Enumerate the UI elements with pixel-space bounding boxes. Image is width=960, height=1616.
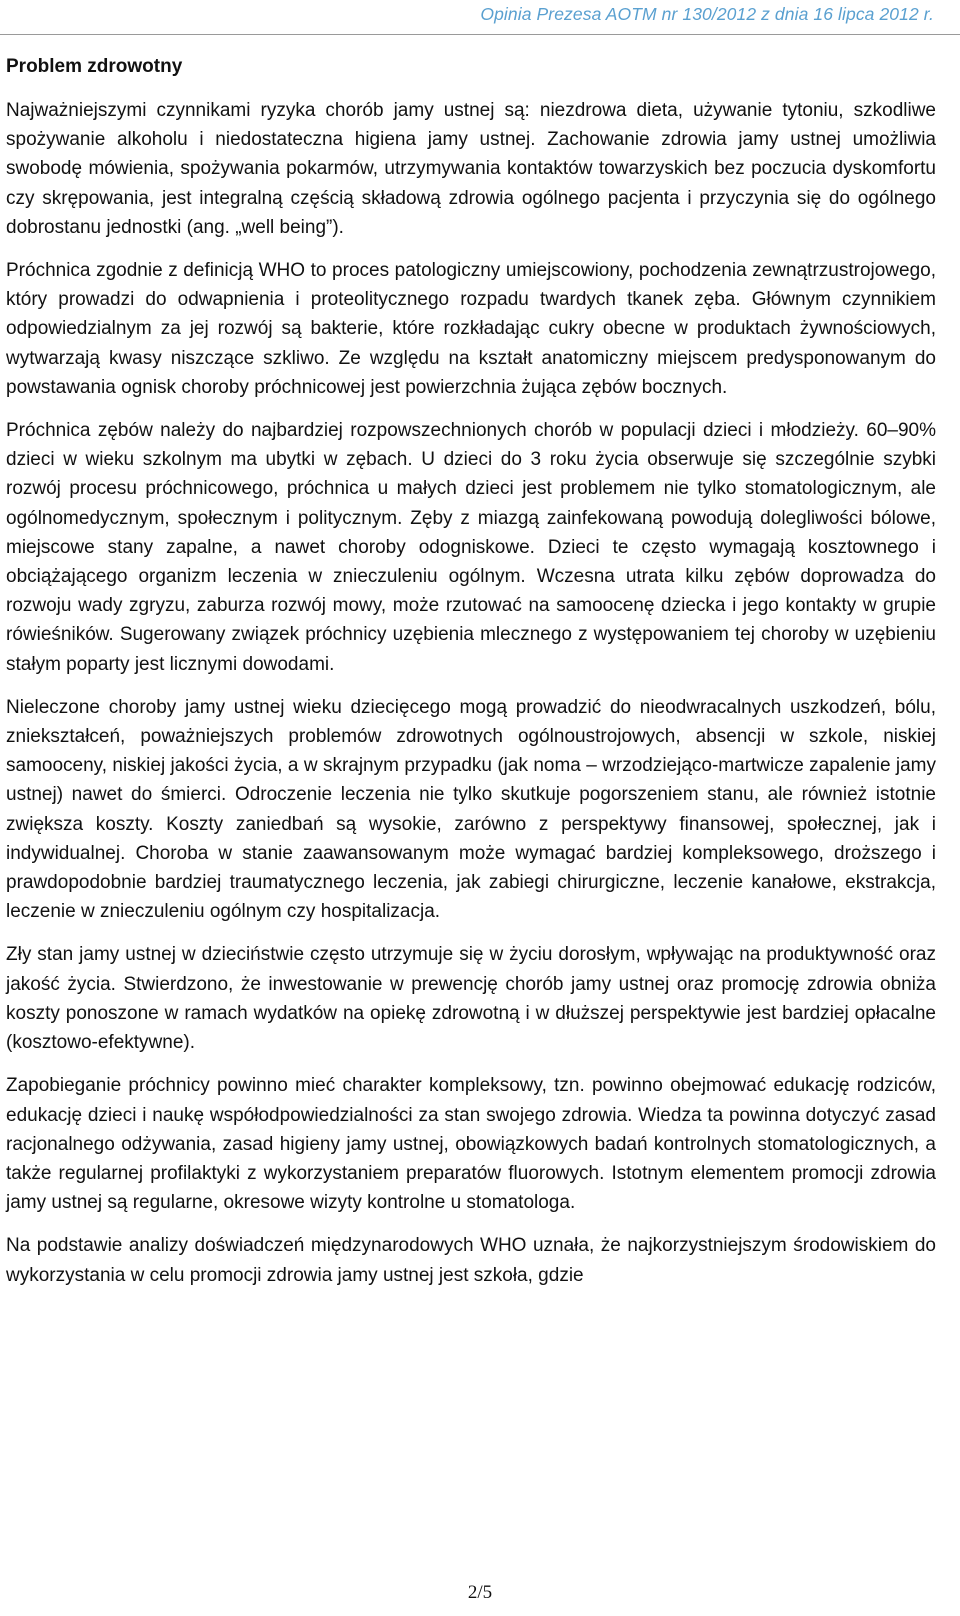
section-title: Problem zdrowotny	[6, 56, 183, 77]
page-number: 2/5	[467, 1582, 493, 1603]
paragraph-risk-factors: Najważniejszymi czynnikami ryzyka chorób jamy ustnej są: niezdrowa dieta, używanie tytoniu, szkodliwe spożywanie alkoholu i niedostateczna higiena jamy ustnej. Zachowanie zdrowia jamy ustnej umożliwia swobodę mówienia, spożywania pokarmów, utrzymywania kontaktów towarzyskich bez poczucia dyskomfortu czy skrępowania, jest integralną częścią składową zdrowia ogólnego pacjenta i przyczynia się do ogólnego dobrostanu jednostki (ang. „well being”).	[6, 100, 936, 238]
paragraph-who-school: Na podstawie analizy doświadczeń międzynarodowych WHO uznała, że najkorzystniejszym środowiskiem do wykorzystania w celu promocji zdrowia jamy ustnej jest szkoła, gdzie	[6, 1235, 936, 1286]
paragraph-adult-impact: Zły stan jamy ustnej w dzieciństwie często utrzymuje się w życiu dorosłym, wpływając na produktywność oraz jakość życia. Stwierdzono, że inwestowanie w prewencję chorób jamy ustnej oraz promocję zdrowia obniża koszty ponoszone w ramach wydatków na opiekę zdrowotną i w dłuższej perspektywie jest bardziej opłacalne (kosztowo-efektywne).	[6, 944, 936, 1054]
paragraph-caries-children: Próchnica zębów należy do najbardziej rozpowszechnionych chorób w populacji dzieci i młodzieży. 60–90% dzieci w wieku szkolnym ma ubytki w zębach. U dzieci do 3 roku życia obserwuje się szczególnie szybki rozwój procesu próchnicowego, próchnica u małych dzieci jest problemem nie tylko stomatologicznym, ale ogólnomedycznym, społecznym i politycznym. Zęby z miazgą zainfekowaną powodują dolegliwości bólowe, miejscowe stany zapalne, a nawet choroby odogniskowe. Dzieci te często wymagają kosztownego i obciążającego organizm leczenia w znieczuleniu ogólnym. Wczesna utrata kilku zębów doprowadza do rozwoju wady zgryzu, zaburza rozwój mowy, może rzutować na samoocenę dziecka i jego kontakty w grupie rówieśników. Sugerowany związek próchnicy uzębienia mlecznego z występowaniem tej choroby w uzębieniu stałym poparty jest licznymi dowodami.	[6, 420, 936, 675]
paragraph-untreated-diseases: Nieleczone choroby jamy ustnej wieku dziecięcego mogą prowadzić do nieodwracalnych uszkodzeń, bólu, zniekształceń, poważniejszych problemów zdrowotnych ogólnoustrojowych, absencji w szkole, niskiej samooceny, niskiej jakości życia, a w skrajnym przypadku (jak noma – wrzodziejąco-martwicze zapalenie jamy ustnej) nawet do śmierci. Odroczenie leczenia nie tylko skutkuje pogorszeniem stanu, ale również istotnie zwiększa koszty. Koszty zaniedbań są wysokie, zarówno z perspektywy finansowej, społecznej, jak i indywidualnej. Choroba w stanie zaawansowanym może wymagać bardziej kompleksowego, droższego i prawdopodobnie bardziej traumatycznego leczenia, jak zabiegi chirurgiczne, leczenie kanałowe, ekstrakcja, leczenie w znieczuleniu ogólnym czy hospitalizacja.	[6, 696, 936, 923]
paragraph-prevention: Zapobieganie próchnicy powinno mieć charakter kompleksowy, tzn. powinno obejmować edukację rodziców, edukację dzieci i naukę współodpowiedzialności za stan swojego zdrowia. Wiedza ta powinna dotyczyć zasad racjonalnego odżywania, zasad higieny jamy ustnej, obowiązkowych badań kontrolnych stomatologicznych, a także regularnej profilaktyki z wykorzystaniem preparatów fluorowych. Istotnym elementem promocji zdrowia jamy ustnej są regularne, okresowe wizyty kontrolne u stomatologa.	[6, 1075, 936, 1214]
paragraph-caries-definition: Próchnica zgodnie z definicją WHO to proces patologiczny umiejscowiony, pochodzenia zewnątrzustrojowego, który prowadzi do odwapnienia i proteolitycznego rozpadu twardych tkanek zęba. Głównym czynnikiem odpowiedzialnym za jej rozwój są bakterie, które rozkładając cukry obecne w produktach żywnościowych, wytwarzają kwasy niszczące szkliwo. Ze względu na kształt anatomiczny miejscem predysponowanym do powstawania ognisk choroby próchnicowej jest powierzchnia żująca zębów bocznych.	[6, 260, 936, 398]
document-body	[6, 52, 936, 1303]
document-header: Opinia Prezesa AOTM nr 130/2012 z dnia 16 lipca 2012 r.	[480, 4, 934, 24]
